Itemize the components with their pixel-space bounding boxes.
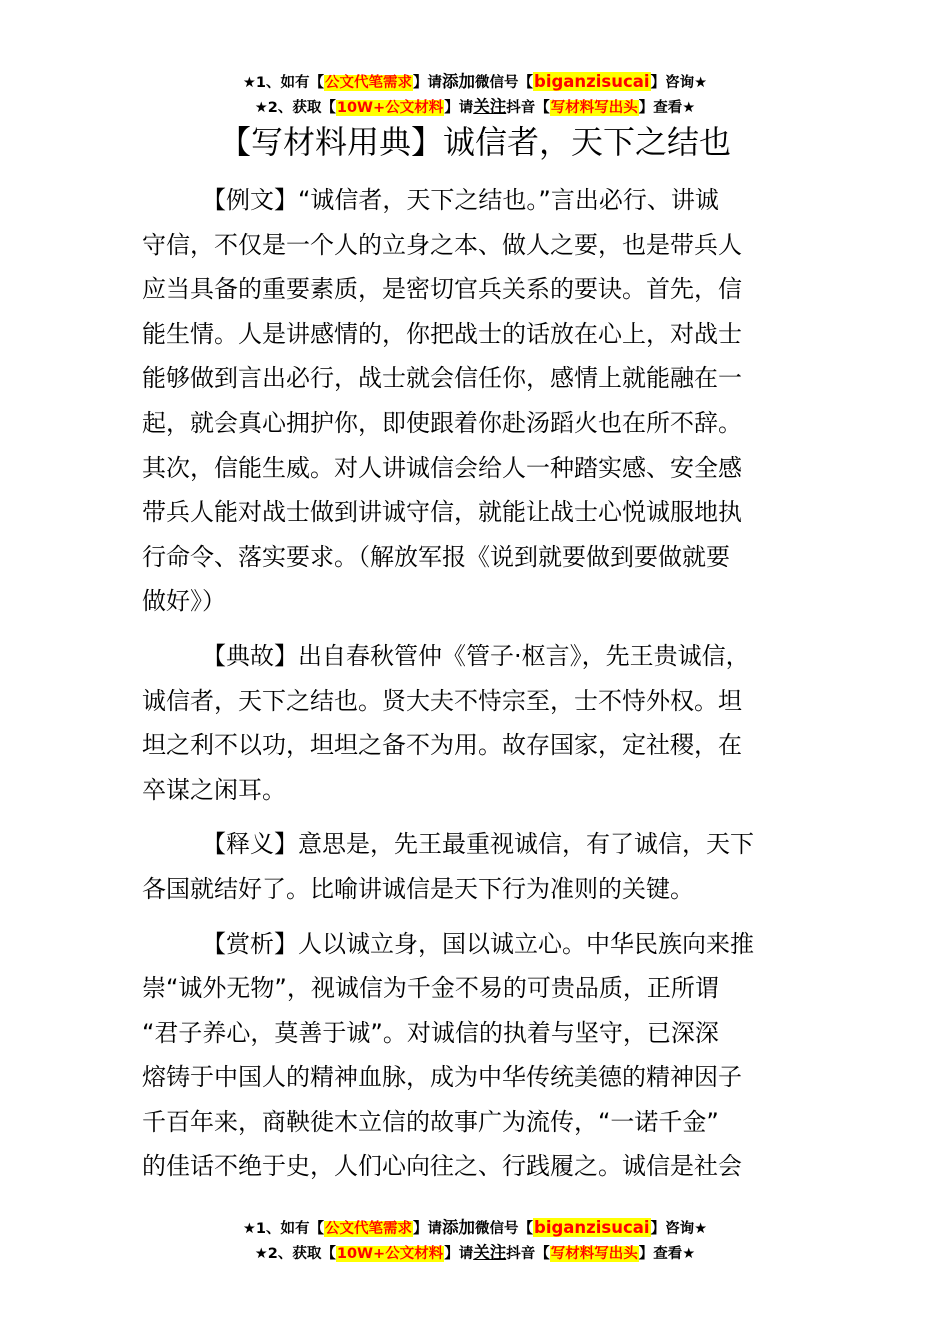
text-line: 能生情。人是讲感情的，你把战士的话放在心上，对战士 (142, 319, 742, 348)
text-line: 【赏析】人以诚立身，国以诚立心。中华民族向来推 (202, 929, 754, 958)
wechat-id-highlight: biganzisucai (534, 1218, 650, 1237)
text-line: 其次，信能生威。对人讲诚信会给人一种踏实感、安全感 (142, 453, 742, 482)
paragraph-appreciation (142, 922, 808, 1190)
banner-text: 】请 (444, 1246, 474, 1262)
banner-line-2 (0, 95, 950, 120)
paragraph-meaning (142, 822, 808, 911)
header-banner (0, 70, 950, 120)
text-line: 熔铸于中国人的精神血脉，成为中华传统美德的精神因子 (142, 1063, 742, 1092)
banner-emphasis: 关注 (473, 1243, 507, 1262)
text-line: 诚信者，天下之结也。贤大夫不恃宗至，士不恃外权。坦 (142, 686, 742, 715)
service-highlight: 公文代笔需求 (325, 1221, 413, 1237)
text-line: 起，就会真心拥护你，即使跟着你赴汤蹈火也在所不辞。 (142, 408, 742, 437)
banner-text: ★1、如有【 (242, 1221, 325, 1237)
service-highlight: 公文代笔需求 (325, 75, 413, 91)
banner-text: ★2、获取【 (254, 100, 336, 116)
text-line: 的佳话不绝于史，人们心向往之、行践履之。诚信是社会 (142, 1152, 742, 1181)
banner-text: 抖音【 (506, 100, 550, 116)
paragraph-example (142, 178, 808, 624)
banner-line-1 (0, 1216, 950, 1241)
materials-highlight: 10W+公文材料 (336, 100, 444, 116)
document-title: 【写材料用典】诚信者，天下之结也 (218, 123, 731, 161)
banner-text: 微信号【 (475, 75, 534, 91)
text-line: 守信，不仅是一个人的立身之本、做人之要，也是带兵人 (142, 230, 742, 259)
text-line: “君子养心，莫善于诚”。对诚信的执着与坚守，已深深 (142, 1018, 719, 1047)
text-line: 崇“诚外无物”，视诚信为千金不易的可贵品质，正所谓 (142, 974, 719, 1003)
text-line: 能够做到言出必行，战士就会信任你，感情上就能融在一 (142, 364, 742, 393)
banner-text: 微信号【 (475, 1221, 534, 1237)
document-body (142, 178, 808, 1199)
banner-text: 】咨询★ (650, 1221, 708, 1237)
banner-text: 】咨询★ (650, 75, 708, 91)
banner-text: 抖音【 (506, 1246, 550, 1262)
text-line: 坦之利不以功，坦坦之备不为用。故存国家，定社稷，在 (142, 731, 742, 760)
text-line: 卒谋之闲耳。 (142, 775, 286, 804)
text-line: 各国就结好了。比喻讲诚信是天下行为准则的关键。 (142, 874, 694, 903)
text-line: 千百年来，商鞅徙木立信的故事广为流传，“一诺千金” (142, 1107, 719, 1136)
text-line: 行命令、落实要求。（解放军报《说到就要做到要做就要 (142, 542, 730, 571)
text-line: 做好》） (142, 587, 226, 616)
banner-text: ★1、如有【 (242, 75, 325, 91)
banner-text: 】请 (413, 1221, 443, 1237)
banner-emphasis: 添加 (442, 1218, 476, 1237)
douyin-account-highlight: 写材料写出头 (550, 1246, 638, 1262)
banner-text: ★2、获取【 (254, 1246, 336, 1262)
banner-text: 】请 (444, 100, 474, 116)
text-line: 【释义】意思是，先王最重视诚信，有了诚信，天下 (202, 830, 754, 859)
materials-highlight: 10W+公文材料 (336, 1246, 444, 1262)
banner-text: 】请 (413, 75, 443, 91)
paragraph-allusion (142, 634, 808, 812)
banner-text: 】查看★ (638, 1246, 696, 1262)
text-line: 【例文】“诚信者，天下之结也。”言出必行、讲诚 (202, 186, 719, 214)
footer-banner (0, 1216, 950, 1266)
text-line: 带兵人能对战士做到讲诚守信，就能让战士心悦诚服地执 (142, 498, 742, 527)
douyin-account-highlight: 写材料写出头 (550, 100, 638, 116)
text-line: 应当具备的重要素质，是密切官兵关系的要诀。首先，信 (142, 275, 742, 304)
banner-line-2 (0, 1241, 950, 1266)
banner-text: 】查看★ (638, 100, 696, 116)
banner-emphasis: 添加 (442, 72, 476, 91)
text-line: 【典故】出自春秋管仲《管子·枢言》，先王贵诚信， (202, 641, 750, 670)
banner-emphasis: 关注 (473, 97, 507, 116)
wechat-id-highlight: biganzisucai (534, 72, 650, 91)
banner-line-1 (0, 70, 950, 95)
